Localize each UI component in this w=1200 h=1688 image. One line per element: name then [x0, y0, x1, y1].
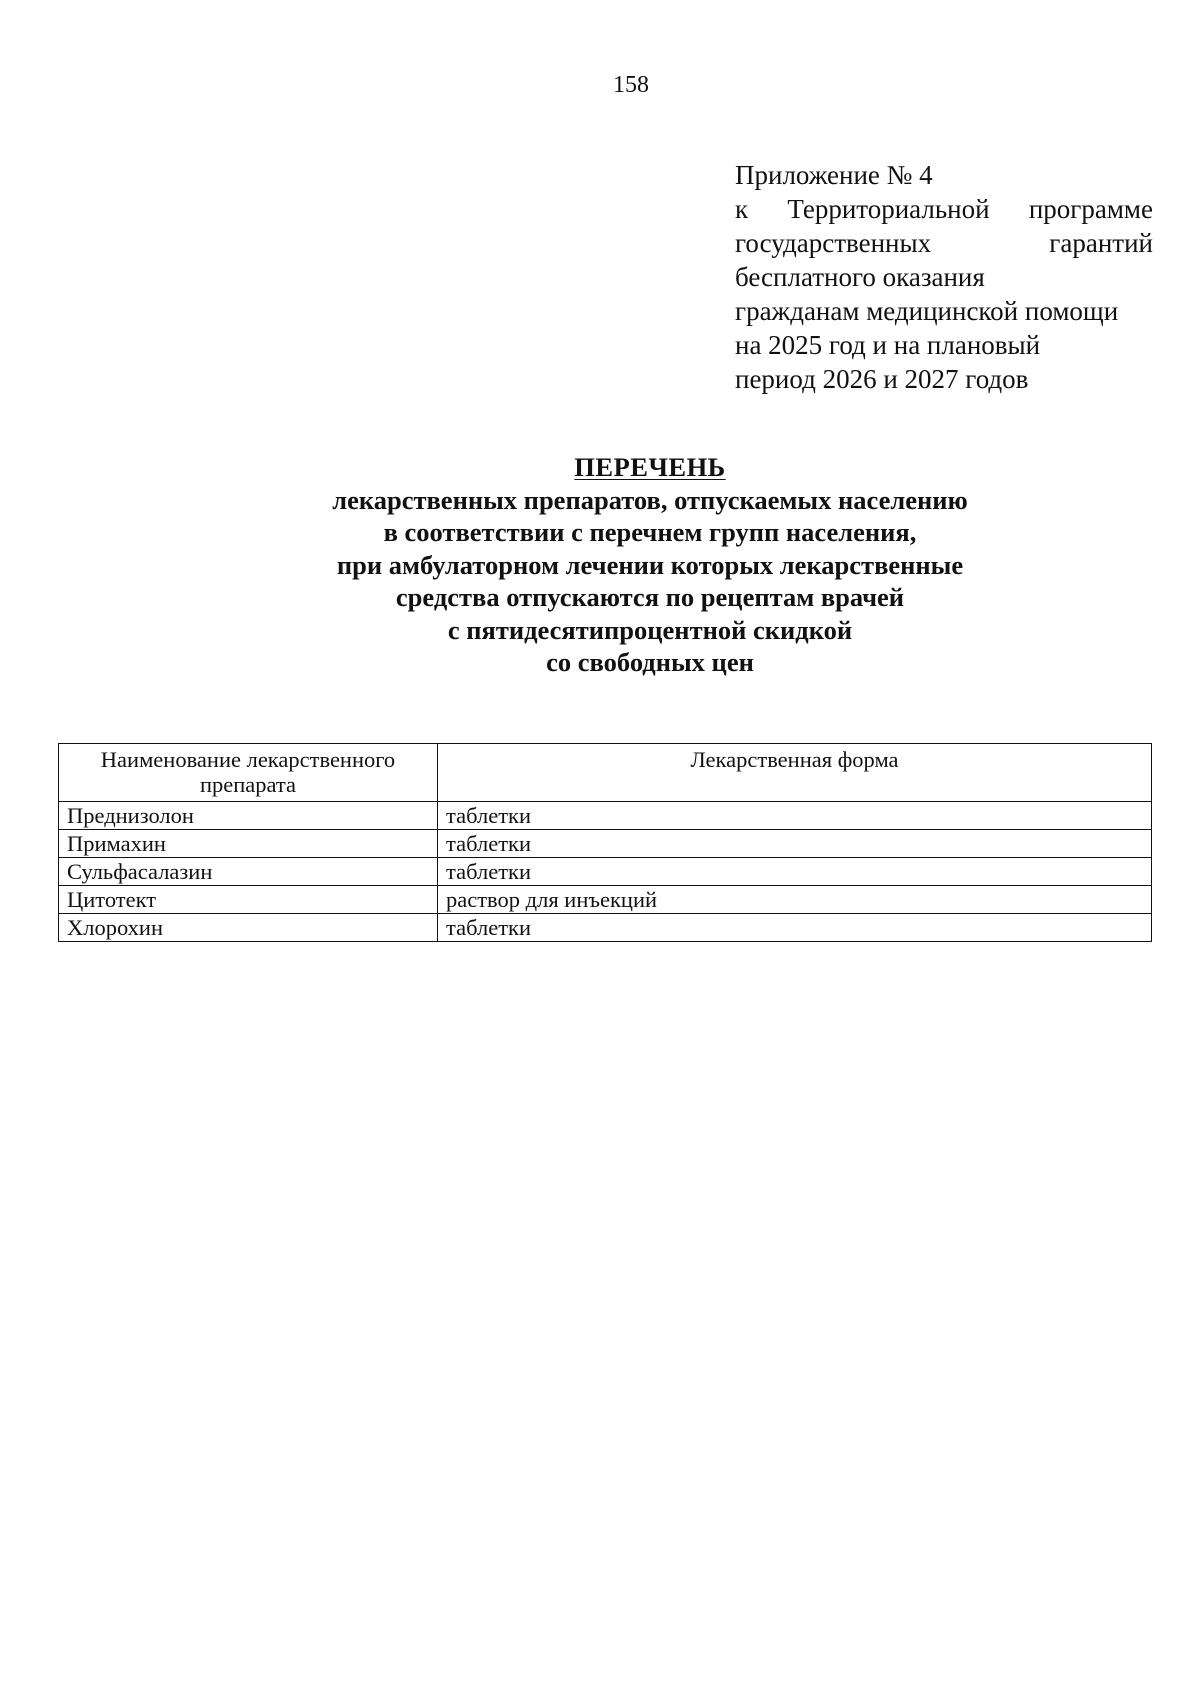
title-line-3: при амбулаторном лечении которых лекарственные	[336, 549, 964, 580]
drug-name-cell: Преднизолон	[59, 802, 438, 830]
title-line-2: в соответствии с перечнем групп населения,	[383, 517, 917, 547]
appendix-period: период 2026 и 2027 годов	[735, 364, 1029, 394]
table-row	[59, 858, 1152, 886]
title-line-6: со свободных цен	[546, 647, 754, 677]
dosage-form-cell: таблетки	[438, 802, 1152, 830]
header-drug-name: Наименование лекарственного препарата	[59, 744, 438, 802]
appendix-guarantees: государственных гарантий	[735, 228, 1153, 258]
header-dosage-form: Лекарственная форма	[438, 744, 1152, 802]
drug-name-cell: Примахин	[59, 830, 438, 858]
drug-name-cell: Цитотект	[59, 886, 438, 914]
table-row	[59, 914, 1152, 942]
drug-name-cell: Сульфасалазин	[59, 858, 438, 886]
title-line-4: средства отпускаются по рецептам врачей	[395, 582, 905, 612]
dosage-form-cell: раствор для инъекций	[438, 886, 1152, 914]
document-title	[200, 451, 1100, 679]
table-row	[59, 830, 1152, 858]
dosage-form-cell: таблетки	[438, 858, 1152, 886]
appendix-year: на 2025 год и на плановый	[735, 330, 1041, 360]
drug-table	[58, 743, 1152, 942]
title-line-1: лекарственных препаратов, отпускаемых населению	[332, 484, 968, 515]
appendix-number: Приложение № 4	[735, 160, 933, 190]
appendix-free-provision: бесплатного оказания	[735, 262, 985, 292]
table-row	[59, 886, 1152, 914]
appendix-program: к Территориальной программе	[735, 194, 1153, 224]
table-header-row	[59, 744, 1152, 802]
appendix-note	[735, 158, 1153, 396]
title-line-5: с пятидесятипроцентной скидкой	[447, 614, 853, 645]
title-heading: ПЕРЕЧЕНЬ	[574, 452, 726, 482]
dosage-form-cell: таблетки	[438, 914, 1152, 942]
drug-name-cell: Хлорохин	[59, 914, 438, 942]
page-number: 158	[613, 72, 649, 98]
table-row	[59, 802, 1152, 830]
dosage-form-cell: таблетки	[438, 830, 1152, 858]
appendix-medical-care: гражданам медицинской помощи	[735, 296, 1119, 326]
